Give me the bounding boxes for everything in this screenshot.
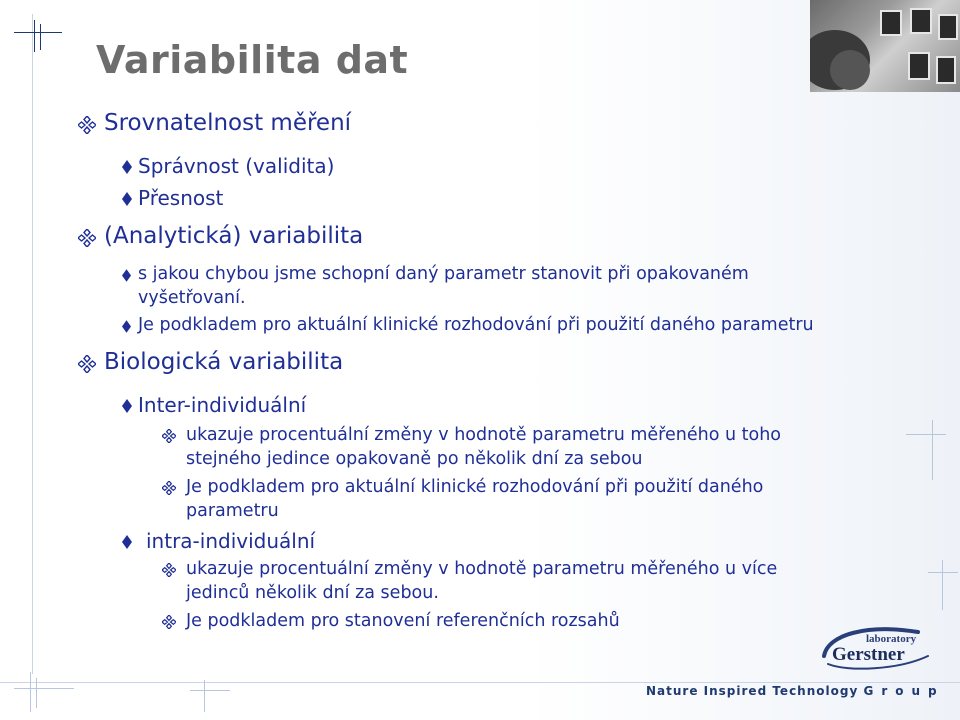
- laboratory-gerstner-logo: [818, 626, 938, 674]
- bullet-text-line-1: Je podkladem pro aktuální klinické rozhodování při použití daného: [186, 477, 764, 497]
- clover-bullet-icon: [78, 229, 96, 247]
- diamond-bullet-icon: [122, 269, 131, 282]
- bullet-text-line-1: s jakou chybou jsme schopní daný parametr stanovit při opakovaném: [138, 264, 749, 284]
- bullet-text-line-2: parametru: [186, 501, 279, 521]
- frame-bottom-line: [0, 682, 960, 683]
- clover-bullet-icon: [78, 355, 96, 373]
- logo-line-2: Gerstner: [832, 644, 905, 665]
- slide-title: Variabilita dat: [96, 38, 409, 82]
- clover-bullet-icon: [162, 563, 176, 577]
- building-photo: [810, 0, 960, 92]
- bullet-text: (Analytická) variabilita: [104, 223, 364, 249]
- clover-bullet-icon: [162, 481, 176, 495]
- diamond-bullet-icon: [122, 192, 132, 206]
- bullet-text-line-2: stejného jedince opakovaně po několik dní za sebou: [186, 449, 643, 469]
- logo-line-1: laboratory: [866, 633, 917, 645]
- clover-bullet-icon: [162, 615, 176, 629]
- clover-bullet-icon: [78, 116, 96, 134]
- diamond-bullet-icon: [122, 399, 132, 413]
- bullet-text-line-1: ukazuje procentuální změny v hodnotě parametru měřeného u toho: [186, 425, 781, 445]
- diamond-bullet-icon: [122, 160, 132, 174]
- footer-prefix: Nature Inspired Technology: [646, 684, 859, 698]
- diamond-bullet-icon: [122, 535, 132, 549]
- bullet-text: intra-individuální: [146, 529, 316, 553]
- bullet-text: Přesnost: [138, 186, 224, 210]
- bullet-text-line-2: vyšetřovaní.: [138, 288, 246, 308]
- bullet-text: Je podkladem pro aktuální klinické rozhodování při použití daného parametru: [138, 315, 814, 335]
- footer-suffix: Group: [863, 684, 945, 698]
- bullet-text: Inter-individuální: [138, 393, 307, 417]
- bullet-text: Biologická variabilita: [104, 349, 344, 375]
- bullet-text: Správnost (validita): [138, 154, 335, 178]
- bullet-text: Je podkladem pro stanovení referenčních rozsahů: [186, 611, 620, 631]
- footer-tagline: [646, 684, 945, 698]
- bullet-text-line-2: jedinců několik dní za sebou.: [186, 583, 439, 603]
- bullet-text-line-1: ukazuje procentuální změny v hodnotě parametru měřeného u více: [186, 559, 778, 579]
- frame-left-line: [32, 14, 33, 674]
- bullet-text: Srovnatelnost měření: [104, 110, 352, 136]
- clover-bullet-icon: [162, 429, 176, 443]
- diamond-bullet-icon: [122, 320, 131, 333]
